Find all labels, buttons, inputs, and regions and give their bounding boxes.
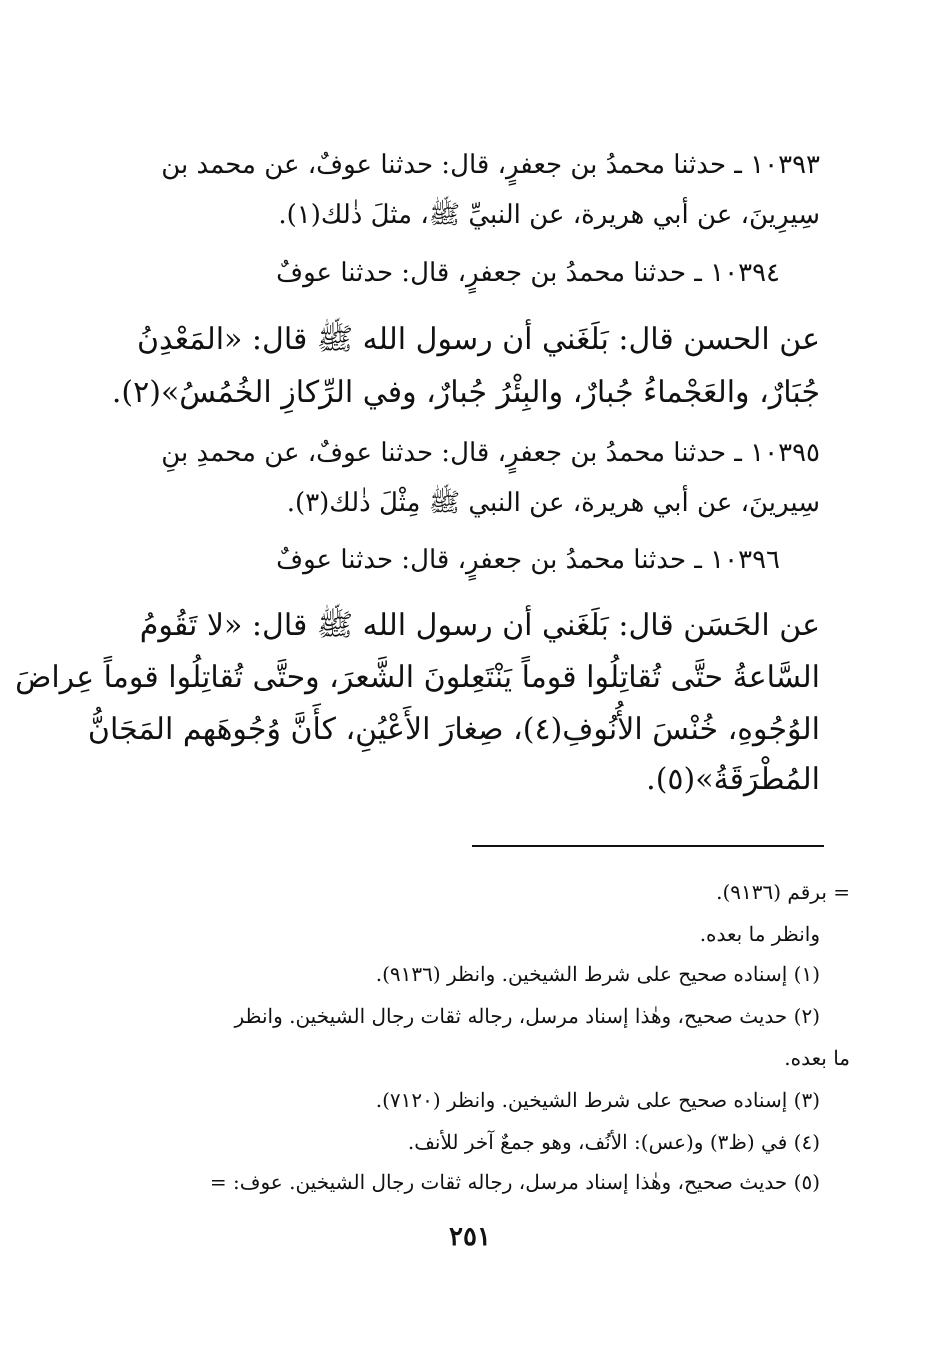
hadith-10393-line-1: ١٠٣٩٣ ـ حدثنا محمدُ بن جعفرٍ، قال: حدثنا عوفٌ، عن محمد بن <box>161 150 820 180</box>
hadith-10394-line-1: ١٠٣٩٤ ـ حدثنا محمدُ بن جعفرٍ، قال: حدثنا عوفٌ <box>276 258 780 288</box>
hadith-10396-line-5: المُطْرَقَةُ»(٥). <box>646 762 820 797</box>
footnote-2-line-2: ما بعده. <box>784 1046 850 1070</box>
footnote-separator <box>472 845 824 847</box>
hadith-10394-line-2: عن الحسن قال: بَلَغَني أن رسول الله ﷺ قال: «المَعْدِنُ <box>136 322 820 357</box>
footnote-continuation-1: = برقم (٩١٣٦). <box>716 880 850 904</box>
footnote-2-line-1: (٢) حديث صحيح، وهٰذا إسناد مرسل، رجاله ثقات رجال الشيخين. وانظر <box>234 1004 820 1028</box>
footnote-4: (٤) في (ظ٣) و(عس): الأنُف، وهو جمعٌ آخر للأنف. <box>407 1130 820 1154</box>
footnote-5: (٥) حديث صحيح، وهٰذا إسناد مرسل، رجاله ثقات رجال الشيخين. عوف: = <box>209 1170 820 1194</box>
hadith-10395-line-1: ١٠٣٩٥ ـ حدثنا محمدُ بن جعفرٍ، قال: حدثنا عوفٌ، عن محمدِ بنِ <box>161 438 820 468</box>
hadith-10396-line-4: الوُجُوهِ، خُنْسَ الأُنُوفِ(٤)، صِغارَ الأَعْيُنِ، كأَنَّ وُجُوهَهم المَجَانُّ <box>87 712 820 747</box>
page-number: ٢٥١ <box>449 1222 491 1252</box>
hadith-10395-line-2: سِيرينَ، عن أبي هريرة، عن النبي ﷺ مِثْلَ ذٰلك(٣). <box>286 488 820 518</box>
hadith-10396-line-2: عن الحَسَن قال: بَلَغَني أن رسول الله ﷺ قال: «لا تَقُومُ <box>139 608 820 643</box>
hadith-10396-line-3: السَّاعةُ حتَّى تُقاتِلُوا قوماً يَنْتَعِلونَ الشَّعرَ، وحتَّى تُقاتِلُوا قوماً عِراضَ <box>15 660 820 695</box>
footnote-continuation-2: وانظر ما بعده. <box>699 922 820 946</box>
hadith-10394-line-3: جُبَارٌ، والعَجْماءُ جُبارٌ، والبِئْرُ جُبارٌ، وفي الرِّكازِ الخُمُسُ»(٢). <box>111 375 820 410</box>
hadith-10396-line-1: ١٠٣٩٦ ـ حدثنا محمدُ بن جعفرٍ، قال: حدثنا عوفٌ <box>276 545 780 575</box>
hadith-10393-line-2: سِيرِينَ، عن أبي هريرة، عن النبيِّ ﷺ، مثلَ ذٰلك(١). <box>278 200 820 230</box>
footnote-1: (١) إسناده صحيح على شرط الشيخين. وانظر (٩١٣٦). <box>375 962 820 986</box>
footnote-3: (٣) إسناده صحيح على شرط الشيخين. وانظر (٧١٢٠). <box>375 1088 820 1112</box>
